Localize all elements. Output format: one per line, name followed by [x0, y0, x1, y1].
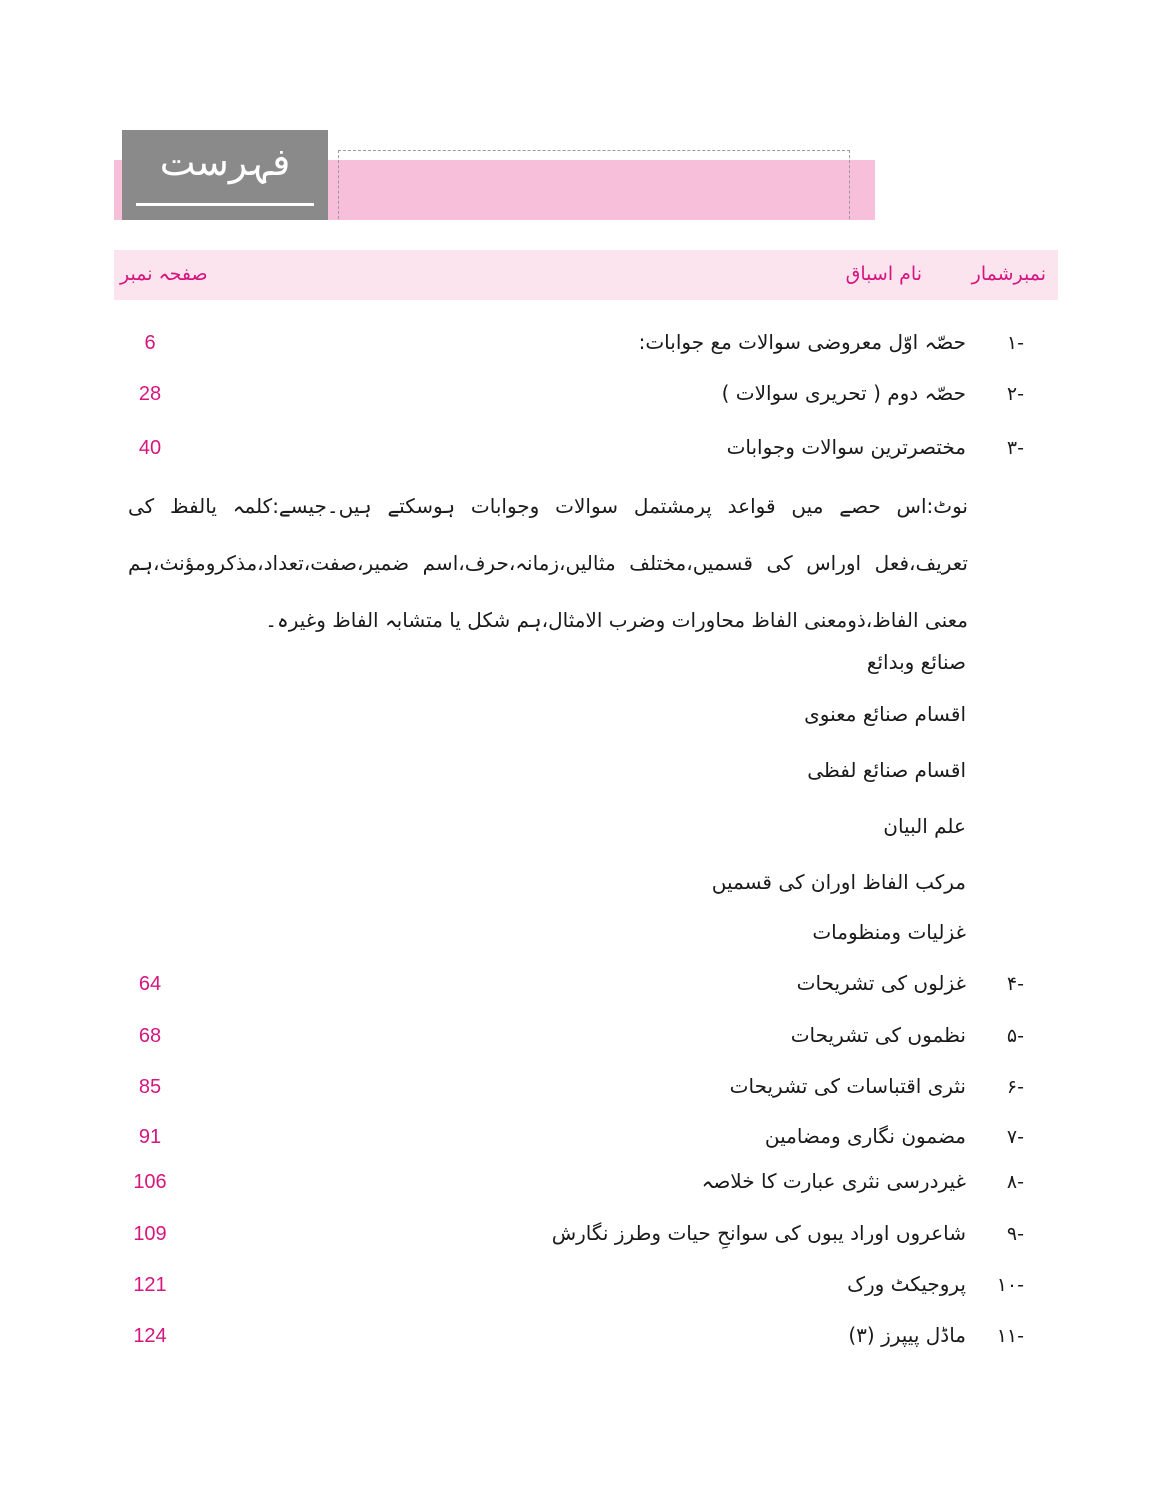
- toc-entry: [0, 1266, 1174, 1306]
- entry-page: 124: [133, 1325, 167, 1347]
- header-page: صفحہ نمبر: [120, 263, 208, 285]
- entry-number: -۸: [1006, 1171, 1024, 1193]
- entry-title: مضمون نگاری ومضامین: [764, 1124, 966, 1148]
- subtopic-item: اقسام صنائع لفظی: [807, 758, 966, 782]
- note-paragraph: نوٹ:اس حصے میں قواعد پرمشتمل سوالات وجوابات ہوسکتے ہیں۔جیسے:کلمہ یالفظ کی تعریف،فعل اوراس کی قسمیں،مختلف مثالیں،زمانہ،حرف،اسم ضمیر،صفت،تعداد،مذکرومؤنث،ہم معنی الفاظ،ذومعنی الفاظ محاورات وضرب الامثال،ہم شکل یا متشابہ الفاظ وغیرہ۔: [128, 494, 968, 632]
- toc-entry: [0, 1017, 1174, 1057]
- entry-number: -۳: [1006, 437, 1024, 459]
- entry-number: -۴: [1006, 973, 1024, 995]
- entry-page: 109: [133, 1223, 167, 1245]
- title-box: [122, 130, 328, 220]
- toc-entry: [0, 1215, 1174, 1255]
- entry-number: -۶: [1006, 1076, 1024, 1098]
- subtopic-item: مرکب الفاظ اوران کی قسمیں: [711, 870, 966, 894]
- toc-entry: [0, 965, 1174, 1005]
- subtopic-item: اقسام صنائع معنوی: [804, 702, 966, 726]
- subtopic-item: علم البیان: [883, 814, 966, 838]
- entry-number: -۱۰: [996, 1274, 1024, 1296]
- entry-number: -۱: [1006, 332, 1024, 354]
- entry-title: نثری اقتباسات کی تشریحات: [729, 1074, 966, 1098]
- entry-title: غیردرسی نثری عبارت کا خلاصہ: [701, 1169, 966, 1193]
- page-title: فہرست: [159, 140, 291, 184]
- header-serial: نمبرشمار: [971, 263, 1046, 285]
- entry-title: غزلوں کی تشریحات: [796, 971, 966, 995]
- entry-title: نظموں کی تشریحات: [790, 1023, 966, 1047]
- entry-number: -۷: [1006, 1126, 1024, 1148]
- entry-page: 106: [133, 1171, 167, 1193]
- entry-page: 85: [138, 1076, 162, 1098]
- entry-page: 121: [133, 1274, 167, 1296]
- entry-title: حصّہ دوم ( تحریری سوالات ): [721, 381, 966, 405]
- entry-title: پروجیکٹ ورک: [847, 1272, 966, 1296]
- table-header: [114, 250, 1058, 300]
- subtopic-item: صنائع وبدائع: [866, 650, 966, 674]
- header-lesson: نام اسباق: [845, 263, 922, 285]
- toc-entry: [0, 1068, 1174, 1108]
- entry-page: 6: [144, 332, 156, 354]
- toc-entry: [0, 1163, 1174, 1203]
- title-underline: [136, 203, 314, 206]
- toc-entry: [0, 1317, 1174, 1357]
- entry-title: مختصرترین سوالات وجوابات: [726, 435, 966, 459]
- toc-entry: [0, 375, 1174, 415]
- toc-entry: [0, 324, 1174, 364]
- subtopic-item: غزلیات ومنظومات: [812, 920, 966, 944]
- entry-number: -۱۱: [996, 1325, 1024, 1347]
- entry-title: ماڈل پیپرز (۳): [848, 1323, 966, 1347]
- entry-page: 64: [138, 973, 162, 995]
- entry-page: 68: [138, 1025, 162, 1047]
- entry-number: -۲: [1006, 383, 1024, 405]
- toc-entry: [0, 429, 1174, 469]
- entry-number: -۵: [1006, 1025, 1024, 1047]
- entry-title: حصّہ اوّل معروضی سوالات مع جوابات:: [638, 330, 966, 354]
- title-dashed-frame: [338, 150, 850, 219]
- entry-page: 28: [138, 383, 162, 405]
- entry-page: 91: [138, 1126, 162, 1148]
- toc-entry: [0, 1118, 1174, 1158]
- entry-page: 40: [138, 437, 162, 459]
- entry-number: -۹: [1006, 1223, 1024, 1245]
- entry-title: شاعروں اوراد یبوں کی سوانحِ حیات وطرز نگارش: [551, 1221, 966, 1245]
